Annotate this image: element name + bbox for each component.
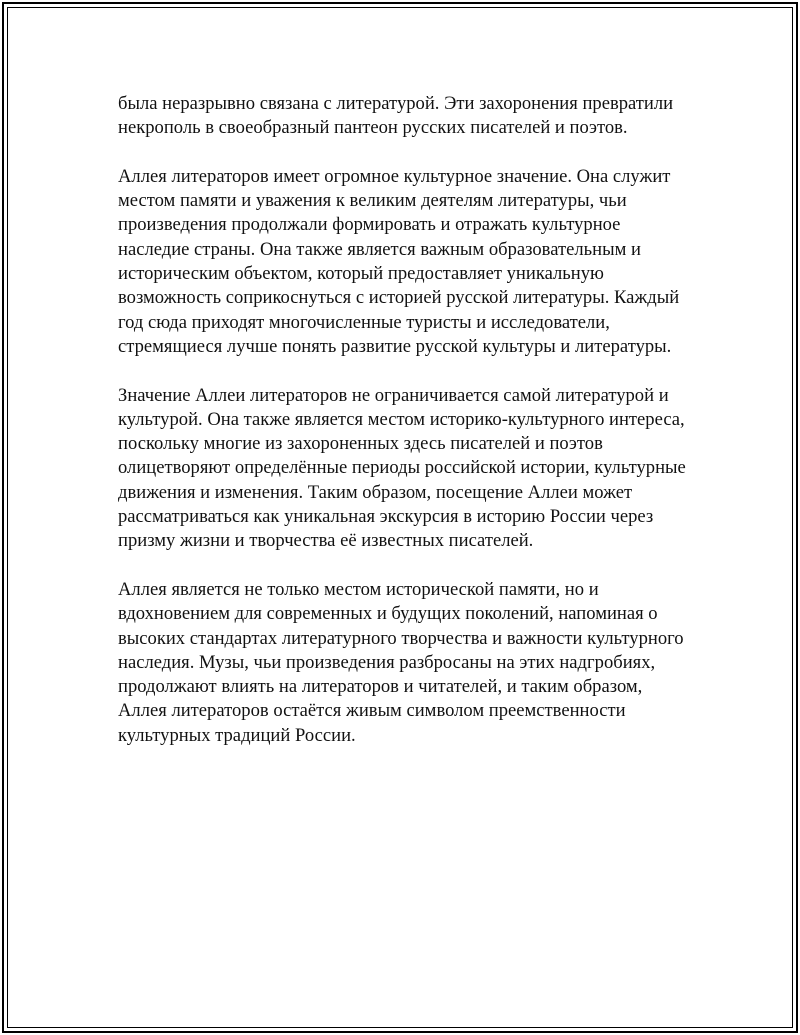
- paragraph-4: Аллея является не только местом исторической памяти, но и вдохновением для современных и будущих поколений, напоминая о высоких стандартах литературного творчества и важности культурного наследия. Музы, чьи произведения разбросаны на этих надгробиях, продолжают влиять на литераторов и читателей, и таким образом, Аллея литераторов остаётся живым символом преемственности культурных традиций России.: [118, 578, 684, 746]
- paragraph-2: Аллея литераторов имеет огромное культурное значение. Она служит местом памяти и уважения к великим деятелям литературы, чьи произведения продолжали формировать и отражать культурное наследие страны. Она также является важным образовательным и историческим объектом, который предоставляет уникальную возможность соприкоснуться с историей русской литературы. Каждый год сюда приходят многочисленные туристы и исследователи, стремящиеся лучше понять развитие русской культуры и литературы.: [118, 165, 680, 357]
- paragraph-1: была неразрывно связана с литературой. Эти захоронения превратили некрополь в своеобразный пантеон русских писателей и поэтов.: [118, 93, 674, 139]
- document-body: [118, 92, 698, 772]
- paragraph-3: Значение Аллеи литераторов не ограничивается самой литературой и культурой. Она также является местом историко-культурного интереса, поскольку многие из захороненных здесь писателей и поэтов олицетворяют определённые периоды российской истории, культурные движения и изменения. Таким образом, посещение Аллеи может рассматриваться как уникальная экскурсия в историю России через призму жизни и творчества её известных писателей.: [118, 384, 686, 552]
